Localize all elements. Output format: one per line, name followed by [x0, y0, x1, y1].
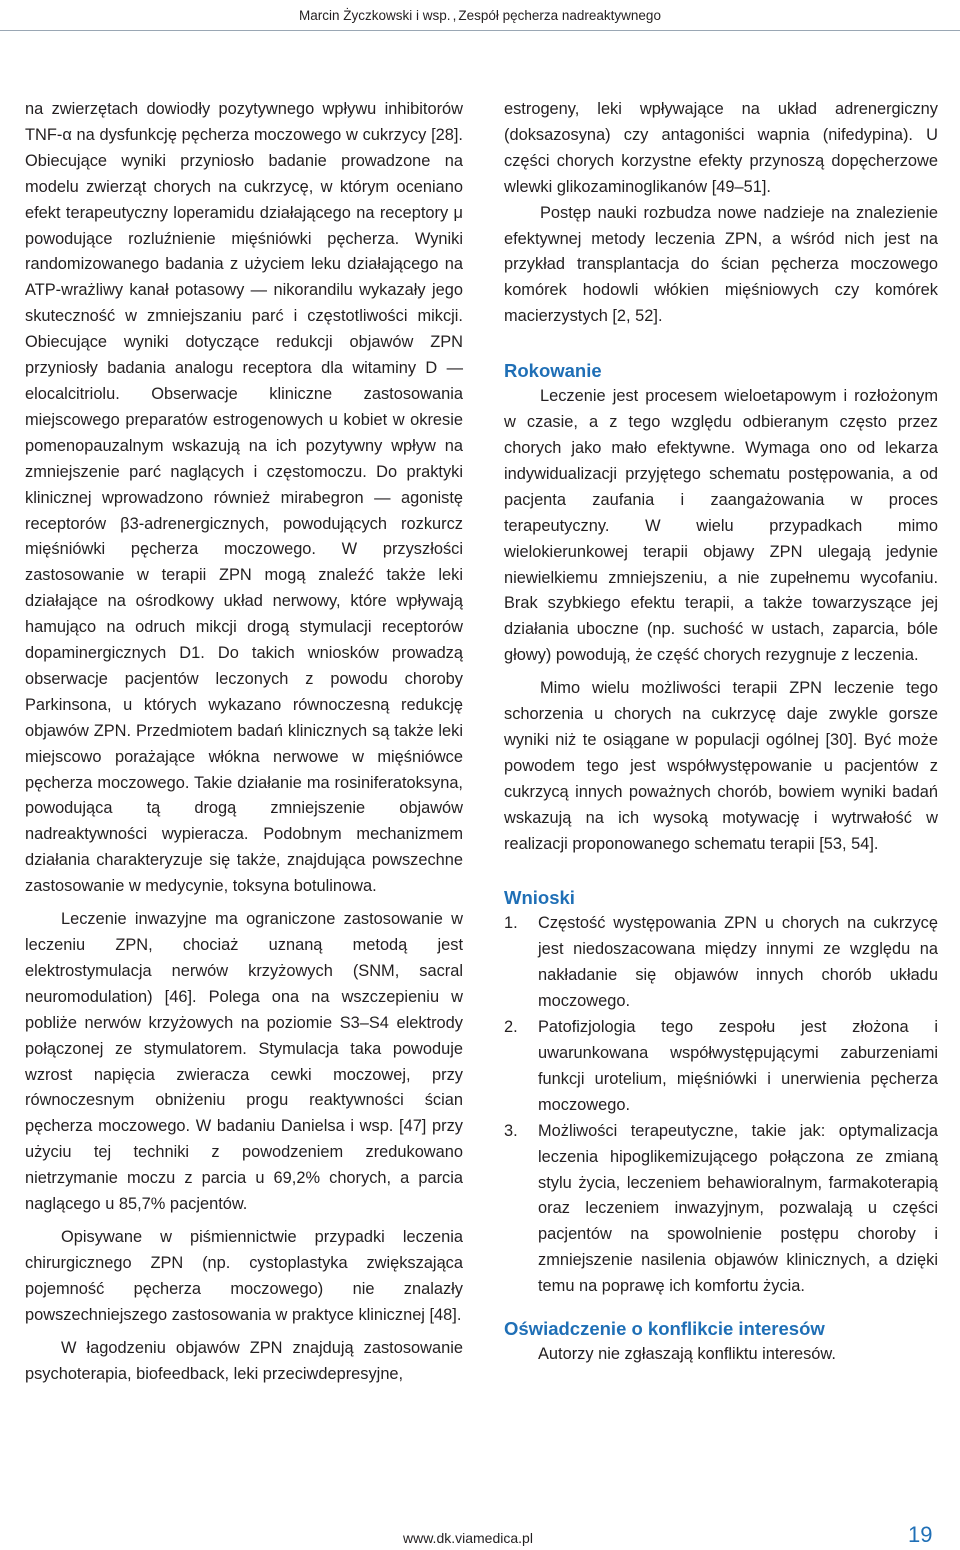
- conclusion-text: Możliwości terapeutyczne, takie jak: optymalizacja leczenia hipoglikemizującego połączona ze zmianą stylu życia, leczeniem behawioralnym, farmakoterapią oraz leczeniem inwazyjnym, pozwalają u części pacjentów na spowolnienie postępu choroby i zmniejszenie nasilenia objawów klinicznych, a dzięki temu na poprawę ich komfortu życia.: [538, 1121, 938, 1296]
- right-column: [504, 97, 938, 1368]
- left-paragraph-1: na zwierzętach dowiodły pozytywnego wpływu inhibitorów TNF-α na dysfunkcję pęcherza moczowego w cukrzycy [28]. Obiecujące wyniki przyniosło badanie prowadzone na modelu zwierząt chorych na cukrzycę, w którym oceniano efekt terapeutyczny loperamidu działającego na receptory μ powodujące rozluźnienie mięśniówki pęcherza. Wyniki randomizowanego badania z użyciem leku działającego na ATP-wrażliwy kanał potasowy — nikorandilu wykazały jego skuteczność w zmniejszaniu parć i częstotliwości mikcji. Obiecujące wyniki dotyczące redukcji objawów ZPN przyniosły badania analogu receptora dla witaminy D — elocalcitriolu. Obserwacje kliniczne zastosowania miejscowego preparatów estrogenowych u kobiet w okresie pomenopauzalnym wskazują na ich pozytywny wpływ na zmniejszenie parć naglących i częstomoczu. Do praktyki klinicznej wprowadzono również mirabegron — agonistę receptorów β3-adrenergicznych, powodujących rozkurcz mięśniówki pęcherza moczowego. W przyszłości zastosowanie w terapii ZPN mogą znaleźć także leki działające na ośrodkowy układ nerwowy, które wpływają hamująco na odruch mikcji drogą stymulacji receptorów dopaminergicznych D1. Do takich wniosków prowadzą obserwacje pacjentów leczonych z powodu choroby Parkinsona, u których wykazano równoczesną redukcję objawów ZPN. Przedmiotem badań klinicznych są także leki miejscowo porażające włókna nerwowe w mięśniówce pęcherza moczowego. Takie działanie ma rosiniferatoksyna, powodująca tą drogą zmniejszenie objawów nadreaktywności wypieracza. Podobnym mechanizmem działania charakteryzuje się także, znajdująca powszechne zastosowanie w medycynie, toksyna botulinowa.: [25, 100, 463, 896]
- prognosis-paragraph-2: Mimo wielu możliwości terapii ZPN leczenie tego schorzenia u chorych na cukrzycę daje zwykle gorsze wyniki niż te osiągane w populacji ogólnej [30]. Być może powodem tego jest współwystępowanie u pacjentów z cukrzycą innych poważnych chorób, bowiem wyniki badań wskazują na ich wysoką motywację i wytrwałość w realizacji proponowanego schematu terapii [53, 54].: [504, 679, 938, 853]
- left-paragraph-3: Opisywane w piśmiennictwie przypadki leczenia chirurgicznego ZPN (np. cystoplastyka zwiększająca pojemność pęcherza moczowego) nie znalazły powszechniejszego zastosowania w praktyce klinicznej [48].: [25, 1227, 463, 1324]
- header-authors: Marcin Życzkowski i wsp.: [299, 7, 451, 23]
- footer-url[interactable]: www.dk.viamedica.pl: [403, 1530, 533, 1546]
- conclusions-list: [504, 911, 938, 1300]
- header-title: Zespół pęcherza nadreaktywnego: [458, 7, 661, 23]
- page-number: 19: [908, 1522, 933, 1547]
- conflict-statement: Autorzy nie zgłaszają konfliktu interesów.: [538, 1345, 836, 1364]
- right-paragraph-2: Postęp nauki rozbudza nowe nadzieje na znalezienie efektywnej metody leczenia ZPN, a wśród nich jest na przykład transplantacja do ścian pęcherza moczowego komórek hodowli włókien mięśniowych czy komórek macierzystych [2, 52].: [504, 203, 938, 326]
- conclusion-number: 2.: [504, 1018, 518, 1037]
- conclusion-item: [504, 911, 938, 1015]
- prognosis-heading: Rokowanie: [504, 360, 602, 382]
- conclusion-number: 1.: [504, 914, 518, 933]
- conclusion-text: Patofizjologia tego zespołu jest złożona i uwarunkowana współwystępującymi zaburzeniami funkcji urotelium, mięśniówki i unerwienia pęcherza moczowego.: [538, 1018, 938, 1114]
- conclusion-item: [504, 1015, 938, 1119]
- conclusion-text: Częstość występowania ZPN u chorych na cukrzycę jest niedoszacowana między innymi ze względu na nakładanie się objawów innych chorób układu moczowego.: [538, 914, 938, 1011]
- conclusions-heading: Wnioski: [504, 887, 575, 909]
- left-column: [25, 97, 463, 1387]
- right-paragraph-1: estrogeny, leki wpływające na układ adrenergiczny (doksazosyna) czy antagoniści wapnia (nifedypina). U części chorych korzystne efekty przynoszą dopęcherzowe wlewki glikozaminoglikanów [49–51].: [504, 100, 938, 196]
- running-header: [0, 0, 960, 31]
- header-separator: ,: [452, 7, 457, 23]
- conclusion-item: [504, 1119, 938, 1300]
- conclusion-number: 3.: [504, 1121, 518, 1140]
- prognosis-paragraph-1: Leczenie jest procesem wieloetapowym i rozłożonym w czasie, a z tego względu odbieranym często przez chorych jako mało efektywne. Wymaga ono od lekarza indywidualizacji przyjętego schematu postępowania, a od pacjenta zaufania i zaangażowania w proces terapeutyczny. W wielu przypadkach mimo wielokierunkowej terapii objawy ZPN ulegają jedynie niewielkiemu zmniejszeniu, a nie zupełnemu wycofaniu. Brak szybkiego efektu terapii, a także towarzyszące jej działania uboczne (np. suchość w ustach, zaparcia, bóle głowy) powodują, że część chorych rezygnuje z leczenia.: [504, 387, 938, 665]
- left-paragraph-2: Leczenie inwazyjne ma ograniczone zastosowanie w leczeniu ZPN, chociaż uznaną metodą jest elektrostymulacja nerwów krzyżowych (SNM, sacral neuromodulation) [46]. Polega ona na wszczepieniu w pobliże nerwów krzyżowych na poziomie S3–S4 elektrody połączonej ze stymulatorem. Stymulacja taka powoduje wzrost napięcia zwieracza cewki moczowej, przy równoczesnym obniżeniu progu reaktywności ścian pęcherza moczowego. W badaniu Danielsa i wsp. [47] przy użyciu tej techniki z powodzeniem zredukowano nietrzymanie moczu z parcia u 69,2% chorych, a parcia naglącego u 85,7% pacjentów.: [25, 910, 463, 1214]
- conflict-heading: Oświadczenie o konflikcie interesów: [504, 1318, 825, 1340]
- left-paragraph-4: W łagodzeniu objawów ZPN znajdują zastosowanie psychoterapia, biofeedback, leki przeciwdepresyjne,: [25, 1338, 463, 1383]
